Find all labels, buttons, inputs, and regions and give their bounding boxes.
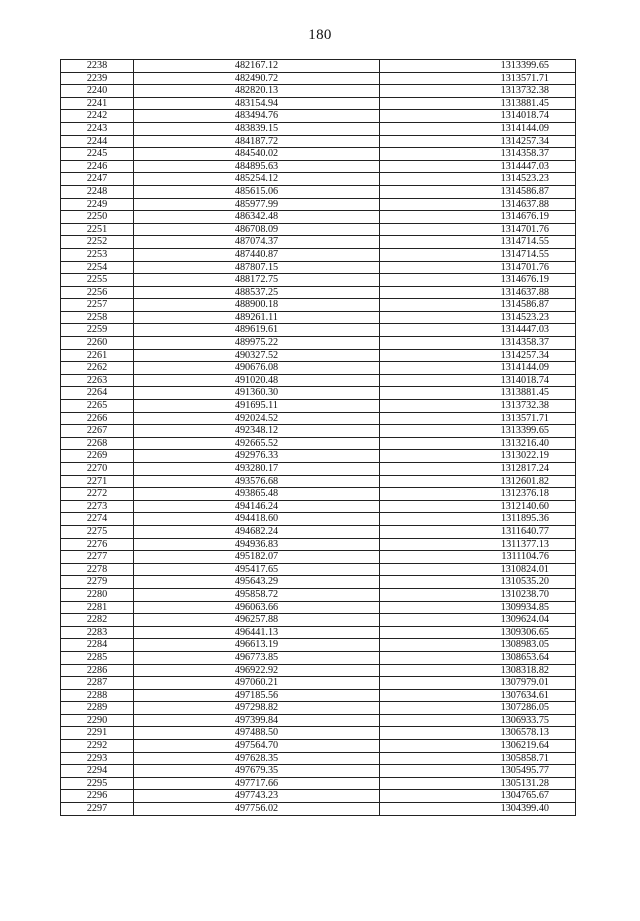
x-coordinate-cell: 482490.72 (134, 72, 380, 85)
x-coordinate-cell: 497756.02 (134, 803, 380, 816)
table-row (61, 97, 576, 110)
y-coordinate-cell: 1305131.28 (380, 777, 576, 790)
y-coordinate-cell: 1314701.76 (380, 223, 576, 236)
table-row (61, 337, 576, 350)
y-coordinate-cell: 1312376.18 (380, 488, 576, 501)
y-coordinate-cell: 1306933.75 (380, 714, 576, 727)
x-coordinate-cell: 492976.33 (134, 450, 380, 463)
table-row (61, 160, 576, 173)
point-number-cell: 2267 (61, 425, 134, 438)
y-coordinate-cell: 1313881.45 (380, 97, 576, 110)
point-number-cell: 2272 (61, 488, 134, 501)
point-number-cell: 2273 (61, 500, 134, 513)
y-coordinate-cell: 1311377.13 (380, 538, 576, 551)
y-coordinate-cell: 1314714.55 (380, 248, 576, 261)
point-number-cell: 2275 (61, 525, 134, 538)
table-row (61, 135, 576, 148)
table-row (61, 677, 576, 690)
x-coordinate-cell: 494146.24 (134, 500, 380, 513)
point-number-cell: 2289 (61, 702, 134, 715)
x-coordinate-cell: 482167.12 (134, 60, 380, 73)
y-coordinate-cell: 1305495.77 (380, 765, 576, 778)
point-number-cell: 2288 (61, 689, 134, 702)
x-coordinate-cell: 493280.17 (134, 463, 380, 476)
x-coordinate-cell: 496922.92 (134, 664, 380, 677)
point-number-cell: 2263 (61, 374, 134, 387)
x-coordinate-cell: 493576.68 (134, 475, 380, 488)
y-coordinate-cell: 1312140.60 (380, 500, 576, 513)
x-coordinate-cell: 490327.52 (134, 349, 380, 362)
table-row (61, 324, 576, 337)
y-coordinate-cell: 1307979.01 (380, 677, 576, 690)
x-coordinate-cell: 488900.18 (134, 299, 380, 312)
y-coordinate-cell: 1307634.61 (380, 689, 576, 702)
point-number-cell: 2278 (61, 563, 134, 576)
y-coordinate-cell: 1314637.88 (380, 286, 576, 299)
y-coordinate-cell: 1310535.20 (380, 576, 576, 589)
table-row (61, 538, 576, 551)
table-row (61, 60, 576, 73)
x-coordinate-cell: 485615.06 (134, 185, 380, 198)
table-row (61, 689, 576, 702)
table-row (61, 211, 576, 224)
table-row (61, 236, 576, 249)
table-row (61, 790, 576, 803)
x-coordinate-cell: 496063.66 (134, 601, 380, 614)
x-coordinate-cell: 487440.87 (134, 248, 380, 261)
table-row (61, 374, 576, 387)
y-coordinate-cell: 1313732.38 (380, 85, 576, 98)
x-coordinate-cell: 492348.12 (134, 425, 380, 438)
x-coordinate-cell: 482820.13 (134, 85, 380, 98)
x-coordinate-cell: 495858.72 (134, 588, 380, 601)
point-number-cell: 2283 (61, 626, 134, 639)
y-coordinate-cell: 1308983.05 (380, 639, 576, 652)
x-coordinate-cell: 496441.13 (134, 626, 380, 639)
table-row (61, 651, 576, 664)
x-coordinate-cell: 497628.35 (134, 752, 380, 765)
x-coordinate-cell: 489975.22 (134, 337, 380, 350)
table-row (61, 614, 576, 627)
x-coordinate-cell: 492024.52 (134, 412, 380, 425)
y-coordinate-cell: 1314523.23 (380, 173, 576, 186)
point-number-cell: 2284 (61, 639, 134, 652)
x-coordinate-cell: 497488.50 (134, 727, 380, 740)
y-coordinate-cell: 1314144.09 (380, 362, 576, 375)
y-coordinate-cell: 1313022.19 (380, 450, 576, 463)
y-coordinate-cell: 1313571.71 (380, 72, 576, 85)
table-row (61, 714, 576, 727)
y-coordinate-cell: 1314637.88 (380, 198, 576, 211)
y-coordinate-cell: 1313216.40 (380, 437, 576, 450)
y-coordinate-cell: 1314018.74 (380, 374, 576, 387)
y-coordinate-cell: 1314257.34 (380, 135, 576, 148)
table-row (61, 122, 576, 135)
x-coordinate-cell: 496773.85 (134, 651, 380, 664)
table-row (61, 148, 576, 161)
y-coordinate-cell: 1314447.03 (380, 324, 576, 337)
point-number-cell: 2244 (61, 135, 134, 148)
table-row (61, 85, 576, 98)
point-number-cell: 2261 (61, 349, 134, 362)
x-coordinate-cell: 487074.37 (134, 236, 380, 249)
y-coordinate-cell: 1309934.85 (380, 601, 576, 614)
x-coordinate-cell: 494682.24 (134, 525, 380, 538)
point-number-cell: 2257 (61, 299, 134, 312)
point-number-cell: 2243 (61, 122, 134, 135)
table-row (61, 803, 576, 816)
point-number-cell: 2292 (61, 740, 134, 753)
table-row (61, 777, 576, 790)
table-row (61, 727, 576, 740)
table-row (61, 349, 576, 362)
table-row (61, 500, 576, 513)
y-coordinate-cell: 1310238.70 (380, 588, 576, 601)
point-number-cell: 2253 (61, 248, 134, 261)
x-coordinate-cell: 488172.75 (134, 274, 380, 287)
y-coordinate-cell: 1309306.65 (380, 626, 576, 639)
x-coordinate-cell: 487807.15 (134, 261, 380, 274)
x-coordinate-cell: 497399.84 (134, 714, 380, 727)
point-number-cell: 2248 (61, 185, 134, 198)
x-coordinate-cell: 497060.21 (134, 677, 380, 690)
table-row (61, 173, 576, 186)
point-number-cell: 2276 (61, 538, 134, 551)
point-number-cell: 2260 (61, 337, 134, 350)
table-row (61, 488, 576, 501)
table-row (61, 72, 576, 85)
point-number-cell: 2290 (61, 714, 134, 727)
y-coordinate-cell: 1314523.23 (380, 311, 576, 324)
point-number-cell: 2277 (61, 551, 134, 564)
y-coordinate-cell: 1312601.82 (380, 475, 576, 488)
x-coordinate-cell: 497185.56 (134, 689, 380, 702)
point-number-cell: 2250 (61, 211, 134, 224)
y-coordinate-cell: 1313881.45 (380, 387, 576, 400)
x-coordinate-cell: 485254.12 (134, 173, 380, 186)
table-row (61, 412, 576, 425)
point-number-cell: 2296 (61, 790, 134, 803)
table-row (61, 425, 576, 438)
point-number-cell: 2287 (61, 677, 134, 690)
x-coordinate-cell: 484540.02 (134, 148, 380, 161)
point-number-cell: 2286 (61, 664, 134, 677)
point-number-cell: 2249 (61, 198, 134, 211)
x-coordinate-cell: 496613.19 (134, 639, 380, 652)
point-number-cell: 2294 (61, 765, 134, 778)
point-number-cell: 2297 (61, 803, 134, 816)
y-coordinate-cell: 1304765.67 (380, 790, 576, 803)
table-row (61, 400, 576, 413)
x-coordinate-cell: 495182.07 (134, 551, 380, 564)
point-number-cell: 2279 (61, 576, 134, 589)
x-coordinate-cell: 491020.48 (134, 374, 380, 387)
y-coordinate-cell: 1314586.87 (380, 185, 576, 198)
y-coordinate-cell: 1313732.38 (380, 400, 576, 413)
x-coordinate-cell: 486342.48 (134, 211, 380, 224)
x-coordinate-cell: 497743.23 (134, 790, 380, 803)
x-coordinate-cell: 497564.70 (134, 740, 380, 753)
y-coordinate-cell: 1311640.77 (380, 525, 576, 538)
y-coordinate-cell: 1314586.87 (380, 299, 576, 312)
point-number-cell: 2259 (61, 324, 134, 337)
x-coordinate-cell: 483494.76 (134, 110, 380, 123)
y-coordinate-cell: 1308318.82 (380, 664, 576, 677)
y-coordinate-cell: 1309624.04 (380, 614, 576, 627)
point-number-cell: 2254 (61, 261, 134, 274)
y-coordinate-cell: 1311895.36 (380, 513, 576, 526)
table-row (61, 261, 576, 274)
y-coordinate-cell: 1308653.64 (380, 651, 576, 664)
point-number-cell: 2258 (61, 311, 134, 324)
table-row (61, 311, 576, 324)
y-coordinate-cell: 1314714.55 (380, 236, 576, 249)
x-coordinate-cell: 494936.83 (134, 538, 380, 551)
y-coordinate-cell: 1314358.37 (380, 337, 576, 350)
y-coordinate-cell: 1311104.76 (380, 551, 576, 564)
point-number-cell: 2282 (61, 614, 134, 627)
table-row (61, 387, 576, 400)
table-row (61, 248, 576, 261)
point-number-cell: 2238 (61, 60, 134, 73)
point-number-cell: 2242 (61, 110, 134, 123)
table-row (61, 299, 576, 312)
point-number-cell: 2240 (61, 85, 134, 98)
x-coordinate-cell: 495643.29 (134, 576, 380, 589)
x-coordinate-cell: 492665.52 (134, 437, 380, 450)
point-number-cell: 2280 (61, 588, 134, 601)
x-coordinate-cell: 497298.82 (134, 702, 380, 715)
table-row (61, 185, 576, 198)
table-row (61, 525, 576, 538)
y-coordinate-cell: 1304399.40 (380, 803, 576, 816)
y-coordinate-cell: 1314144.09 (380, 122, 576, 135)
point-number-cell: 2256 (61, 286, 134, 299)
y-coordinate-cell: 1310824.01 (380, 563, 576, 576)
point-number-cell: 2281 (61, 601, 134, 614)
y-coordinate-cell: 1314447.03 (380, 160, 576, 173)
coordinates-table (60, 59, 576, 816)
table-row (61, 110, 576, 123)
x-coordinate-cell: 486708.09 (134, 223, 380, 236)
y-coordinate-cell: 1313571.71 (380, 412, 576, 425)
point-number-cell: 2241 (61, 97, 134, 110)
point-number-cell: 2247 (61, 173, 134, 186)
table-row (61, 198, 576, 211)
x-coordinate-cell: 497679.35 (134, 765, 380, 778)
table-row (61, 626, 576, 639)
point-number-cell: 2255 (61, 274, 134, 287)
point-number-cell: 2251 (61, 223, 134, 236)
table-row (61, 475, 576, 488)
x-coordinate-cell: 483839.15 (134, 122, 380, 135)
x-coordinate-cell: 483154.94 (134, 97, 380, 110)
table-row (61, 601, 576, 614)
y-coordinate-cell: 1314701.76 (380, 261, 576, 274)
point-number-cell: 2295 (61, 777, 134, 790)
y-coordinate-cell: 1312817.24 (380, 463, 576, 476)
point-number-cell: 2262 (61, 362, 134, 375)
table-row (61, 563, 576, 576)
x-coordinate-cell: 491360.30 (134, 387, 380, 400)
y-coordinate-cell: 1305858.71 (380, 752, 576, 765)
table-row (61, 740, 576, 753)
point-number-cell: 2271 (61, 475, 134, 488)
page-number: 180 (308, 27, 332, 43)
y-coordinate-cell: 1314018.74 (380, 110, 576, 123)
point-number-cell: 2252 (61, 236, 134, 249)
table-row (61, 588, 576, 601)
table-row (61, 576, 576, 589)
x-coordinate-cell: 494418.60 (134, 513, 380, 526)
point-number-cell: 2246 (61, 160, 134, 173)
x-coordinate-cell: 495417.65 (134, 563, 380, 576)
table-row (61, 223, 576, 236)
point-number-cell: 2285 (61, 651, 134, 664)
point-number-cell: 2270 (61, 463, 134, 476)
y-coordinate-cell: 1306219.64 (380, 740, 576, 753)
point-number-cell: 2268 (61, 437, 134, 450)
table-row (61, 463, 576, 476)
table-row (61, 702, 576, 715)
x-coordinate-cell: 493865.48 (134, 488, 380, 501)
table-row (61, 450, 576, 463)
table-row (61, 286, 576, 299)
x-coordinate-cell: 496257.88 (134, 614, 380, 627)
x-coordinate-cell: 491695.11 (134, 400, 380, 413)
point-number-cell: 2264 (61, 387, 134, 400)
x-coordinate-cell: 489261.11 (134, 311, 380, 324)
table-row (61, 437, 576, 450)
point-number-cell: 2266 (61, 412, 134, 425)
coordinates-table-body (61, 60, 576, 816)
table-row (61, 362, 576, 375)
point-number-cell: 2269 (61, 450, 134, 463)
y-coordinate-cell: 1313399.65 (380, 60, 576, 73)
point-number-cell: 2293 (61, 752, 134, 765)
y-coordinate-cell: 1314358.37 (380, 148, 576, 161)
x-coordinate-cell: 489619.61 (134, 324, 380, 337)
table-row (61, 664, 576, 677)
y-coordinate-cell: 1314257.34 (380, 349, 576, 362)
y-coordinate-cell: 1314676.19 (380, 274, 576, 287)
point-number-cell: 2291 (61, 727, 134, 740)
table-row (61, 639, 576, 652)
table-row (61, 551, 576, 564)
x-coordinate-cell: 490676.08 (134, 362, 380, 375)
table-row (61, 765, 576, 778)
y-coordinate-cell: 1314676.19 (380, 211, 576, 224)
point-number-cell: 2274 (61, 513, 134, 526)
x-coordinate-cell: 484187.72 (134, 135, 380, 148)
y-coordinate-cell: 1313399.65 (380, 425, 576, 438)
table-row (61, 752, 576, 765)
x-coordinate-cell: 488537.25 (134, 286, 380, 299)
table-row (61, 274, 576, 287)
point-number-cell: 2245 (61, 148, 134, 161)
y-coordinate-cell: 1307286.05 (380, 702, 576, 715)
x-coordinate-cell: 485977.99 (134, 198, 380, 211)
x-coordinate-cell: 497717.66 (134, 777, 380, 790)
table-row (61, 513, 576, 526)
y-coordinate-cell: 1306578.13 (380, 727, 576, 740)
point-number-cell: 2239 (61, 72, 134, 85)
x-coordinate-cell: 484895.63 (134, 160, 380, 173)
point-number-cell: 2265 (61, 400, 134, 413)
